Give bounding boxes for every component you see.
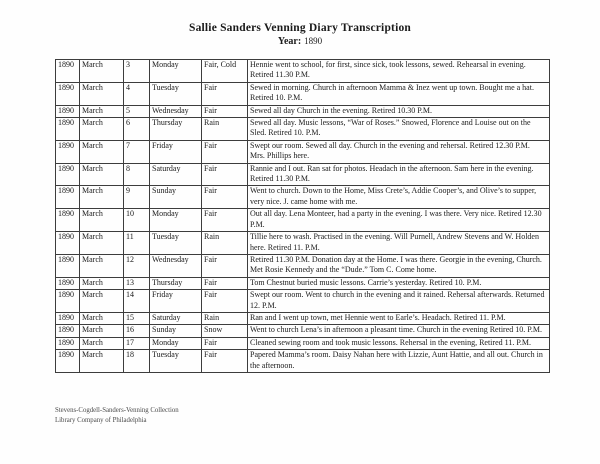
cell-month: March xyxy=(80,350,124,373)
cell-weekday: Friday xyxy=(150,290,202,313)
cell-month: March xyxy=(80,337,124,349)
cell-month: March xyxy=(80,60,124,83)
cell-year: 1890 xyxy=(56,350,80,373)
cell-month: March xyxy=(80,140,124,163)
cell-day: 10 xyxy=(124,209,150,232)
cell-day: 13 xyxy=(124,277,150,289)
cell-entry: Cleaned sewing room and took music lessons. Rehersal in the evening, Retired 11. P.M. xyxy=(248,337,550,349)
cell-year: 1890 xyxy=(56,254,80,277)
cell-weekday: Monday xyxy=(150,337,202,349)
cell-weather: Fair xyxy=(202,82,248,105)
cell-weekday: Saturday xyxy=(150,312,202,324)
cell-weather: Rain xyxy=(202,232,248,255)
cell-weather: Fair xyxy=(202,186,248,209)
cell-weather: Fair xyxy=(202,163,248,186)
cell-day: 5 xyxy=(124,105,150,117)
cell-year: 1890 xyxy=(56,82,80,105)
year-line xyxy=(0,36,600,47)
cell-month: March xyxy=(80,232,124,255)
cell-month: March xyxy=(80,254,124,277)
cell-year: 1890 xyxy=(56,186,80,209)
cell-weekday: Thursday xyxy=(150,277,202,289)
cell-entry: Went to church. Down to the Home, Miss Crete’s, Addie Cooper’s, and Olive’s to supper, very nice. J. came home with me. xyxy=(248,186,550,209)
cell-entry: Went to church Lena’s in afternoon a pleasant time. Church in the evening Retired 10. P.M. xyxy=(248,325,550,337)
table-row xyxy=(56,118,550,141)
cell-month: March xyxy=(80,163,124,186)
cell-month: March xyxy=(80,186,124,209)
cell-day: 3 xyxy=(124,60,150,83)
collection-footer xyxy=(55,406,179,425)
cell-weekday: Saturday xyxy=(150,163,202,186)
cell-entry: Swept our room. Went to church in the evening and it rained. Rehersal afterwards. Returned 12. P.M. xyxy=(248,290,550,313)
cell-weekday: Sunday xyxy=(150,325,202,337)
table-row xyxy=(56,186,550,209)
cell-entry: Swept our room. Sewed all day. Church in the evening and rehersal. Retired 12.30 P.M. Mrs. Phillips here. xyxy=(248,140,550,163)
cell-weekday: Wednesday xyxy=(150,105,202,117)
collection-name: Stevens-Cogdell-Sanders-Venning Collection xyxy=(55,407,179,414)
table-row xyxy=(56,82,550,105)
cell-year: 1890 xyxy=(56,232,80,255)
cell-entry: Hennie went to school, for first, since sick, took lessons, sewed. Rehearsal in evening. Retired 11.30 P.M. xyxy=(248,60,550,83)
cell-weather: Snow xyxy=(202,325,248,337)
cell-day: 17 xyxy=(124,337,150,349)
cell-weekday: Thursday xyxy=(150,118,202,141)
page-title: Sallie Sanders Venning Diary Transcription xyxy=(188,22,412,34)
cell-weekday: Monday xyxy=(150,60,202,83)
cell-entry: Ran and I went up town, met Hennie went to Earle’s. Headach. Retired 11. P.M. xyxy=(248,312,550,324)
cell-weekday: Tuesday xyxy=(150,232,202,255)
cell-entry: Tom Chestnut buried music lessons. Carrie’s yesterday. Retired 10. P.M. xyxy=(248,277,550,289)
cell-year: 1890 xyxy=(56,163,80,186)
table-row xyxy=(56,105,550,117)
cell-weather: Fair xyxy=(202,290,248,313)
cell-weather: Fair, Cold xyxy=(202,60,248,83)
table-row xyxy=(56,350,550,373)
cell-day: 18 xyxy=(124,350,150,373)
year-label: Year: xyxy=(277,36,302,47)
cell-day: 12 xyxy=(124,254,150,277)
table-row xyxy=(56,140,550,163)
cell-weekday: Friday xyxy=(150,140,202,163)
cell-day: 7 xyxy=(124,140,150,163)
cell-year: 1890 xyxy=(56,337,80,349)
cell-day: 14 xyxy=(124,290,150,313)
table-row xyxy=(56,277,550,289)
cell-day: 4 xyxy=(124,82,150,105)
cell-entry: Retired 11.30 P.M. Donation day at the Home. I was there. Georgie in the evening, Church. Met Rosie Kennedy and the “Dude.” Tom C. Come home. xyxy=(248,254,550,277)
cell-day: 15 xyxy=(124,312,150,324)
cell-month: March xyxy=(80,277,124,289)
table-row xyxy=(56,232,550,255)
cell-month: March xyxy=(80,209,124,232)
cell-year: 1890 xyxy=(56,325,80,337)
cell-day: 6 xyxy=(124,118,150,141)
table-row xyxy=(56,254,550,277)
year-value: 1890 xyxy=(304,36,323,46)
cell-weekday: Tuesday xyxy=(150,82,202,105)
table-row xyxy=(56,209,550,232)
cell-weather: Rain xyxy=(202,118,248,141)
cell-year: 1890 xyxy=(56,277,80,289)
cell-weather: Fair xyxy=(202,105,248,117)
table-row xyxy=(56,60,550,83)
cell-entry: Sewed all day. Music lessons, “War of Roses.” Snowed, Florence and Louise out on the Sled. Retired 10. P.M. xyxy=(248,118,550,141)
cell-year: 1890 xyxy=(56,209,80,232)
cell-weekday: Monday xyxy=(150,209,202,232)
cell-year: 1890 xyxy=(56,312,80,324)
cell-month: March xyxy=(80,325,124,337)
cell-weekday: Wednesday xyxy=(150,254,202,277)
cell-weather: Fair xyxy=(202,277,248,289)
cell-day: 11 xyxy=(124,232,150,255)
table-row xyxy=(56,325,550,337)
cell-entry: Tillie here to wash. Practised in the evening. Will Purnell, Andrew Stevens and W. Holden here. Retired 11. P.M. xyxy=(248,232,550,255)
cell-month: March xyxy=(80,118,124,141)
cell-weekday: Sunday xyxy=(150,186,202,209)
cell-day: 16 xyxy=(124,325,150,337)
table-row xyxy=(56,290,550,313)
table-row xyxy=(56,163,550,186)
cell-weather: Fair xyxy=(202,337,248,349)
cell-year: 1890 xyxy=(56,60,80,83)
cell-day: 9 xyxy=(124,186,150,209)
table-row xyxy=(56,337,550,349)
cell-weekday: Tuesday xyxy=(150,350,202,373)
cell-month: March xyxy=(80,82,124,105)
cell-entry: Sewed all day Church in the evening. Retired 10.30 P.M. xyxy=(248,105,550,117)
cell-year: 1890 xyxy=(56,290,80,313)
collection-institution: Library Company of Philadelphia xyxy=(55,416,147,424)
table-row xyxy=(56,312,550,324)
cell-entry: Rannie and I out. Ran sat for photos. Headach in the afternoon. Sam here in the evening. Retired 11.30 P.M. xyxy=(248,163,550,186)
cell-entry: Papered Mamma’s room. Daisy Nahan here with Lizzie, Aunt Hattie, and all out. Church in the afternoon. xyxy=(248,350,550,373)
cell-weather: Fair xyxy=(202,254,248,277)
diary-table-body xyxy=(56,60,550,373)
cell-month: March xyxy=(80,290,124,313)
cell-weather: Fair xyxy=(202,350,248,373)
cell-year: 1890 xyxy=(56,105,80,117)
cell-day: 8 xyxy=(124,163,150,186)
cell-entry: Out all day. Lena Monteer, had a party in the evening. I was there. Very nice. Retired 12.30 P.M. xyxy=(248,209,550,232)
cell-weather: Fair xyxy=(202,140,248,163)
diary-table xyxy=(55,59,550,373)
cell-year: 1890 xyxy=(56,140,80,163)
cell-weather: Fair xyxy=(202,209,248,232)
cell-month: March xyxy=(80,105,124,117)
cell-month: March xyxy=(80,312,124,324)
cell-weather: Rain xyxy=(202,312,248,324)
cell-year: 1890 xyxy=(56,118,80,141)
cell-entry: Sewed in morning. Church in afternoon Mamma & Inez went up town. Bought me a hat. Retired 10. P.M. xyxy=(248,82,550,105)
